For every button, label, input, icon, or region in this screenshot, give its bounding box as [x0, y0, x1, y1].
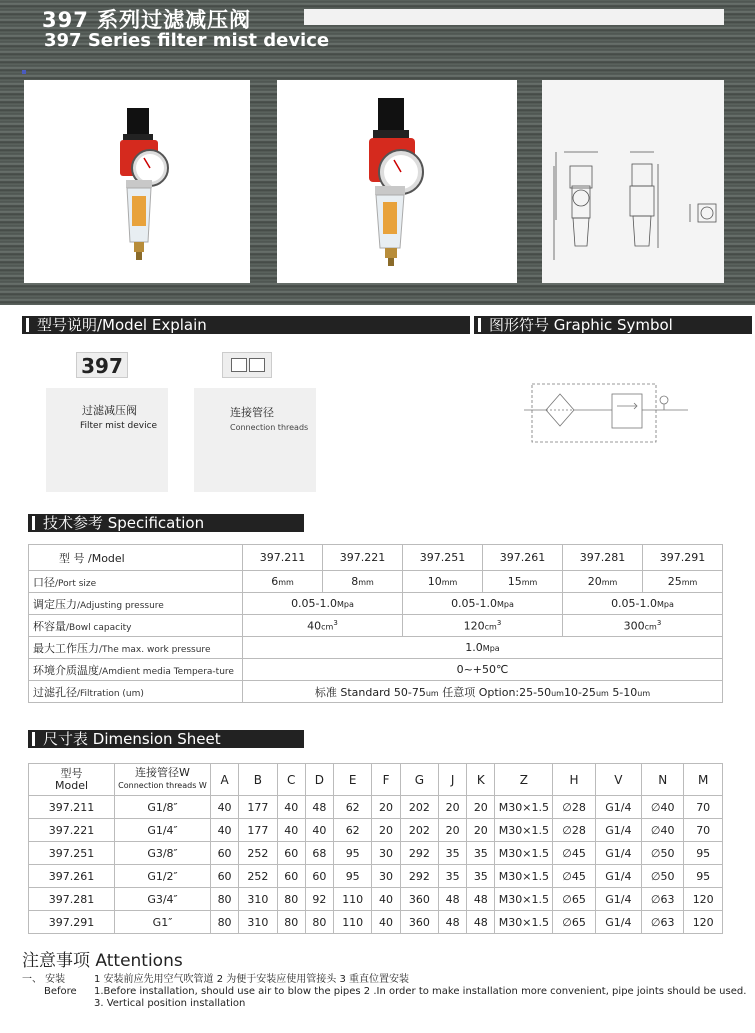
dim-cell: G1/8″: [115, 796, 211, 819]
spec-filt-standard: 标准 Standard 50-75: [314, 685, 426, 699]
spec-row-max-pressure: [29, 637, 723, 659]
spec-model-cell: 397.251: [403, 545, 483, 571]
spec-port-value: 25: [667, 575, 682, 588]
spec-bowl-sup: 3: [656, 618, 662, 627]
spec-bowl-value: 40: [307, 619, 322, 633]
spec-pressure-label: [29, 593, 243, 615]
spec-filt-option: 任意项 Option:25-50: [438, 685, 552, 699]
spec-port-unit: mm: [601, 578, 618, 587]
dim-row: [29, 842, 723, 865]
dim-cell: 40: [372, 911, 400, 934]
graphic-symbol-diagram: [524, 380, 688, 446]
dim-cell: 292: [400, 865, 439, 888]
dim-cell: M30×1.5: [495, 819, 553, 842]
spec-bowl-value: 300: [623, 619, 645, 633]
spec-maxp-label-zh: 最大工作压力: [33, 641, 99, 655]
product-photo-1: [24, 80, 250, 283]
dim-cell: 310: [239, 888, 278, 911]
dim-cell: 95: [333, 842, 372, 865]
dim-header-model: [29, 764, 115, 796]
dim-cell: G3/8″: [115, 842, 211, 865]
spec-filt-label-en: /Filtration (um): [77, 688, 144, 699]
dim-cell: G1/4: [595, 842, 641, 865]
model-card-thread-en: Connection threads: [230, 423, 309, 432]
spec-pressure-value: 0.05-1.0: [611, 597, 658, 610]
dim-cell: 60: [305, 865, 333, 888]
dim-cell: 35: [439, 842, 467, 865]
dim-cell: 48: [467, 888, 495, 911]
dim-cell: 397.281: [29, 888, 115, 911]
dim-row: [29, 865, 723, 888]
dim-header-model-en: Model: [54, 778, 89, 792]
spec-header-row: [29, 545, 723, 571]
spec-bowl-unit: cm: [321, 622, 334, 632]
spec-pressure-value: 0.05-1.0: [451, 597, 498, 610]
spec-pressure-cell: [403, 593, 563, 615]
dim-cell: 20: [439, 796, 467, 819]
spec-port-cell: [563, 571, 643, 593]
page-title-en: 397 Series filter mist device: [44, 30, 330, 51]
spec-model-label-zh: 型 号: [59, 551, 85, 565]
dim-row: [29, 911, 723, 934]
dim-cell: 20: [372, 796, 400, 819]
dim-header-thread-zh: 连接管径W: [135, 766, 190, 779]
section-specification-label: 技术参考 Specification: [43, 514, 205, 532]
model-code-box: 397: [76, 352, 128, 378]
dim-cell: ∅65: [553, 911, 595, 934]
dim-cell: M30×1.5: [495, 865, 553, 888]
dim-cell: G1/4: [595, 865, 641, 888]
spec-maxp-cell: [243, 637, 723, 659]
dim-cell: 62: [333, 796, 372, 819]
dim-cell: 252: [239, 842, 278, 865]
dim-header-col: N: [642, 764, 684, 796]
dim-header-col: V: [595, 764, 641, 796]
dim-cell: G1″: [115, 911, 211, 934]
dim-header-col: Z: [495, 764, 553, 796]
dim-cell: M30×1.5: [495, 842, 553, 865]
dim-cell: 397.291: [29, 911, 115, 934]
section-model-explain: [22, 316, 470, 334]
spec-bowl-label-zh: 杯容量: [33, 619, 66, 633]
spec-bowl-sup: 3: [496, 618, 502, 627]
dim-row: [29, 796, 723, 819]
dim-cell: 30: [372, 865, 400, 888]
spec-port-unit: mm: [278, 578, 294, 587]
dim-header-thread: [115, 764, 211, 796]
spec-port-cell: [643, 571, 723, 593]
dim-cell: 80: [211, 911, 239, 934]
dim-cell: 80: [305, 911, 333, 934]
dim-cell: 252: [239, 865, 278, 888]
decor-dot: [22, 70, 26, 74]
spec-model-cell: 397.291: [643, 545, 723, 571]
model-card-type-zh: 过滤减压阀: [82, 404, 137, 417]
dim-cell: G3/4″: [115, 888, 211, 911]
dim-cell: 40: [277, 819, 305, 842]
spec-port-unit: mm: [358, 578, 374, 587]
spec-pressure-unit: Mpa: [337, 600, 354, 609]
dim-cell: 60: [277, 842, 305, 865]
spec-filt-unit: um: [425, 688, 439, 698]
spec-temp-cell: 0~+50℃: [243, 659, 723, 681]
section-dimension: [28, 730, 304, 748]
dim-cell: 202: [400, 819, 439, 842]
spec-bowl-unit: cm: [644, 622, 657, 632]
spec-port-cell: [403, 571, 483, 593]
dim-cell: 80: [277, 888, 305, 911]
title-decor-bar: [304, 9, 724, 25]
thread-square-right: [249, 358, 265, 372]
spec-port-unit: mm: [681, 578, 698, 587]
dim-cell: 40: [211, 796, 239, 819]
dim-cell: 360: [400, 888, 439, 911]
attentions-label-en: Before: [44, 986, 77, 997]
spec-pressure-label-zh: 调定压力: [33, 597, 77, 611]
dim-cell: 110: [333, 888, 372, 911]
spec-pressure-cell: [563, 593, 723, 615]
model-card-type-en: Filter mist device: [80, 421, 158, 431]
spec-row-filtration: [29, 681, 723, 703]
spec-pressure-unit: Mpa: [657, 600, 674, 609]
spec-row-bowl: [29, 615, 723, 637]
dim-cell: 62: [333, 819, 372, 842]
dim-header-col: C: [277, 764, 305, 796]
spec-pressure-unit: Mpa: [497, 600, 514, 609]
spec-model-cell: 397.261: [483, 545, 563, 571]
dim-cell: 70: [684, 819, 723, 842]
dim-header-col: H: [553, 764, 595, 796]
dim-cell: G1/4: [595, 888, 641, 911]
dim-cell: ∅63: [642, 911, 684, 934]
dim-cell: 48: [467, 911, 495, 934]
section-graphic-symbol: [474, 316, 752, 334]
dim-cell: M30×1.5: [495, 911, 553, 934]
dim-cell: G1/4: [595, 796, 641, 819]
spec-maxp-label: [29, 637, 243, 659]
dim-cell: 60: [277, 865, 305, 888]
spec-filt-option: 10-25: [563, 685, 596, 699]
spec-port-value: 20: [587, 575, 602, 588]
product-photo-2: [277, 80, 517, 283]
dim-header-col: G: [400, 764, 439, 796]
dim-body: [29, 796, 723, 934]
dim-cell: 40: [211, 819, 239, 842]
dim-header-col: B: [239, 764, 278, 796]
spec-bowl-label-en: /Bowl capacity: [66, 622, 132, 633]
spec-filt-label: [29, 681, 243, 703]
dim-cell: M30×1.5: [495, 796, 553, 819]
spec-port-unit: mm: [441, 578, 458, 587]
spec-port-label-zh: 口径: [33, 575, 55, 589]
dim-header-col: K: [467, 764, 495, 796]
dim-cell: 40: [305, 819, 333, 842]
dimension-table: [28, 763, 723, 934]
spec-port-value: 15: [507, 575, 522, 588]
thread-square-left: [231, 358, 247, 372]
spec-port-value: 8: [351, 575, 359, 588]
spec-port-value: 6: [271, 575, 279, 588]
spec-filt-unit: um: [637, 688, 651, 698]
dim-cell: 30: [372, 842, 400, 865]
spec-maxp-label-en: /The max. work pressure: [99, 644, 211, 655]
attentions-label-zh: 一、 安装: [22, 974, 66, 985]
dim-cell: 95: [684, 842, 723, 865]
dim-cell: ∅50: [642, 865, 684, 888]
dim-cell: ∅50: [642, 842, 684, 865]
dim-cell: 95: [333, 865, 372, 888]
dim-cell: ∅45: [553, 842, 595, 865]
spec-port-cell: [243, 571, 323, 593]
attentions-label: [22, 974, 82, 998]
attentions-text: [94, 974, 754, 1010]
dim-cell: G1/4: [595, 819, 641, 842]
attentions-line-2: 1.Before installation, should use air to blow the pipes 2 .In order to make installation more convenient, pipe joints should be used.: [94, 986, 747, 997]
model-card-type: [46, 388, 168, 492]
dim-cell: 92: [305, 888, 333, 911]
dim-cell: ∅40: [642, 819, 684, 842]
dim-header-row: [29, 764, 723, 796]
dim-cell: 80: [211, 888, 239, 911]
dim-cell: 397.261: [29, 865, 115, 888]
dim-header-col: D: [305, 764, 333, 796]
dim-cell: G1/4: [595, 911, 641, 934]
spec-temp-label: [29, 659, 243, 681]
dim-cell: 177: [239, 796, 278, 819]
dim-row: [29, 819, 723, 842]
spec-row-temperature: [29, 659, 723, 681]
dim-cell: 68: [305, 842, 333, 865]
dim-cell: 397.221: [29, 819, 115, 842]
dim-cell: ∅40: [642, 796, 684, 819]
dim-cell: ∅65: [553, 888, 595, 911]
dim-cell: 397.211: [29, 796, 115, 819]
spec-port-cell: [483, 571, 563, 593]
dim-cell: 48: [439, 888, 467, 911]
spec-bowl-cell: [563, 615, 723, 637]
dim-cell: 35: [467, 842, 495, 865]
dim-cell: 310: [239, 911, 278, 934]
dim-header-col: F: [372, 764, 400, 796]
model-card-thread-zh: 连接管径: [230, 406, 274, 419]
spec-model-cell: 397.211: [243, 545, 323, 571]
dim-cell: 48: [439, 911, 467, 934]
spec-bowl-cell: [403, 615, 563, 637]
spec-temp-label-zh: 环境介质温度: [33, 663, 99, 677]
spec-port-unit: mm: [521, 578, 538, 587]
spec-row-port: [29, 571, 723, 593]
dim-cell: 360: [400, 911, 439, 934]
spec-temp-label-en: /Amdient media Tempera-ture: [99, 666, 234, 677]
dim-cell: 177: [239, 819, 278, 842]
dim-header-col: J: [439, 764, 467, 796]
section-specification: [28, 514, 304, 532]
spec-pressure-label-en: /Adjusting pressure: [77, 600, 164, 611]
spec-filt-cell: [243, 681, 723, 703]
spec-bowl-label: [29, 615, 243, 637]
section-model-explain-label: 型号说明/Model Explain: [37, 316, 207, 334]
dim-cell: 35: [467, 865, 495, 888]
dim-cell: ∅28: [553, 796, 595, 819]
section-graphic-symbol-label: 图形符号 Graphic Symbol: [489, 316, 673, 334]
attentions-line-3: 3. Vertical position installation: [94, 998, 246, 1009]
dim-cell: ∅45: [553, 865, 595, 888]
spec-bowl-unit: cm: [484, 622, 497, 632]
dim-cell: M30×1.5: [495, 888, 553, 911]
dim-header-col: A: [211, 764, 239, 796]
dim-cell: 60: [211, 842, 239, 865]
spec-model-label-en: /Model: [88, 551, 125, 565]
dim-cell: 40: [277, 796, 305, 819]
dim-cell: ∅63: [642, 888, 684, 911]
spec-port-value: 10: [427, 575, 442, 588]
dimension-drawing: [542, 80, 724, 283]
attentions-line-1: 1 安装前应先用空气吹管道 2 为便于安装应使用管接头 3 重直位置安装: [94, 974, 409, 985]
page-title-zh: 397 系列过滤减压阀: [42, 8, 252, 32]
section-dimension-label: 尺寸表 Dimension Sheet: [43, 730, 221, 748]
dim-cell: 20: [439, 819, 467, 842]
dim-header-col: M: [684, 764, 723, 796]
dim-cell: ∅28: [553, 819, 595, 842]
dim-header-model-zh: 型号: [60, 766, 83, 780]
spec-model-cell: 397.221: [323, 545, 403, 571]
spec-port-cell: [323, 571, 403, 593]
dim-cell: 80: [277, 911, 305, 934]
spec-filt-unit: um: [551, 688, 564, 698]
specification-table: [28, 544, 723, 703]
spec-bowl-value: 120: [463, 619, 485, 633]
spec-filt-unit: um: [595, 688, 609, 698]
dim-cell: G1/4″: [115, 819, 211, 842]
spec-port-label-en: /Port size: [55, 578, 97, 589]
spec-maxp-value: 1.0: [465, 641, 483, 654]
dim-cell: 70: [684, 796, 723, 819]
spec-bowl-cell: [243, 615, 403, 637]
spec-filt-option: 5-10: [612, 685, 638, 699]
dim-cell: 48: [305, 796, 333, 819]
spec-bowl-sup: 3: [333, 618, 338, 627]
spec-row-pressure: [29, 593, 723, 615]
dim-cell: 20: [372, 819, 400, 842]
dim-header-thread-en: Connection threads W: [118, 781, 207, 790]
attentions-title: 注意事项 Attentions: [22, 951, 183, 971]
dim-cell: 120: [684, 888, 723, 911]
spec-pressure-cell: [243, 593, 403, 615]
spec-model-cell: 397.281: [563, 545, 643, 571]
spec-pressure-value: 0.05-1.0: [291, 597, 338, 610]
dim-cell: 292: [400, 842, 439, 865]
spec-model-label: [29, 545, 243, 571]
spec-port-label: [29, 571, 243, 593]
dim-cell: G1/2″: [115, 865, 211, 888]
dim-cell: 202: [400, 796, 439, 819]
model-card-thread: [194, 388, 316, 492]
spec-filt-label-zh: 过滤孔径: [33, 685, 77, 699]
dim-cell: 95: [684, 865, 723, 888]
dim-cell: 60: [211, 865, 239, 888]
dim-cell: 120: [684, 911, 723, 934]
dim-header-col: E: [333, 764, 372, 796]
dim-cell: 35: [439, 865, 467, 888]
thread-code-box: [222, 352, 272, 378]
dim-cell: 110: [333, 911, 372, 934]
spec-maxp-unit: Mpa: [482, 644, 500, 653]
dim-cell: 20: [467, 819, 495, 842]
dim-cell: 40: [372, 888, 400, 911]
dim-row: [29, 888, 723, 911]
dim-cell: 20: [467, 796, 495, 819]
dim-cell: 397.251: [29, 842, 115, 865]
